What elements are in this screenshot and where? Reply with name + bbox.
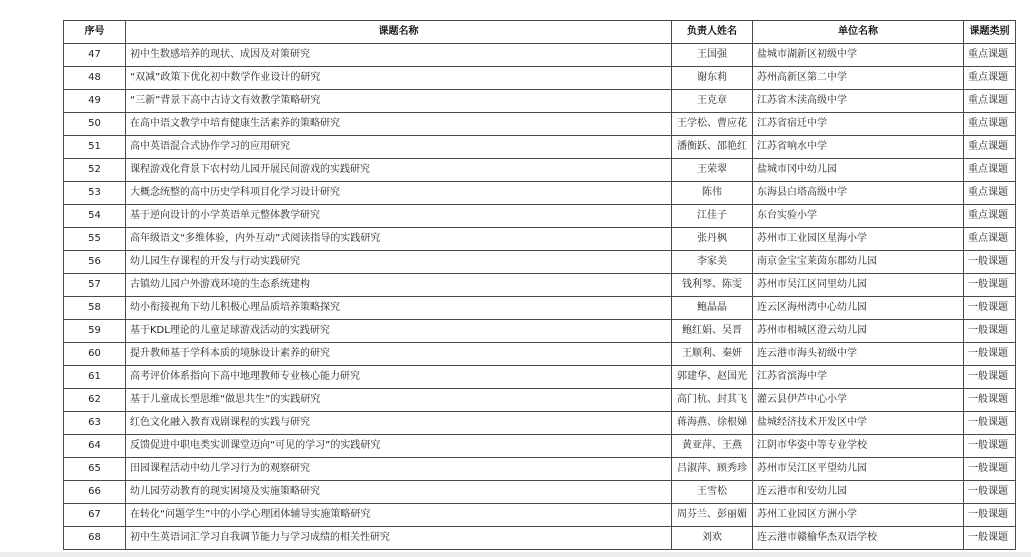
cell-person: 鲍红娟、吴晋: [672, 320, 753, 343]
table-row: [64, 274, 1016, 297]
table-row: [64, 251, 1016, 274]
cell-person: 钱利琴、陈雯: [672, 274, 753, 297]
cell-person: 王雪松: [672, 481, 753, 504]
cell-person: 王学松、曹应花: [672, 113, 753, 136]
cell-unit: 连云港市和安幼儿园: [753, 481, 964, 504]
cell-title: 幼小衔接视角下幼儿积极心理品质培养策略探究: [126, 297, 672, 320]
cell-title: 大概念统整的高中历史学科项目化学习设计研究: [126, 182, 672, 205]
table-row: [64, 527, 1016, 550]
cell-unit: 江苏省响水中学: [753, 136, 964, 159]
cell-category: 重点课题: [964, 228, 1016, 251]
table-header-row: [64, 21, 1016, 44]
cell-category: 重点课题: [964, 67, 1016, 90]
cell-no: 58: [64, 297, 126, 320]
table-row: [64, 366, 1016, 389]
cell-category: 一般课题: [964, 412, 1016, 435]
cell-category: 一般课题: [964, 366, 1016, 389]
cell-no: 47: [64, 44, 126, 67]
cell-category: 一般课题: [964, 297, 1016, 320]
cell-title: 幼儿园生存课程的开发与行动实践研究: [126, 251, 672, 274]
cell-title: 幼儿园劳动教育的现实困境及实施策略研究: [126, 481, 672, 504]
cell-no: 65: [64, 458, 126, 481]
cell-title: 高年级语文“多维体验，内外互动”式阅读指导的实践研究: [126, 228, 672, 251]
table-row: [64, 320, 1016, 343]
table-row: [64, 297, 1016, 320]
cell-unit: 东台实验小学: [753, 205, 964, 228]
cell-no: 64: [64, 435, 126, 458]
cell-person: 刘欢: [672, 527, 753, 550]
cell-person: 郭建华、赵国光: [672, 366, 753, 389]
table-row: [64, 389, 1016, 412]
cell-category: 重点课题: [964, 90, 1016, 113]
cell-person: 王克章: [672, 90, 753, 113]
cell-title: 提升教师基于学科本质的境脉设计素养的研究: [126, 343, 672, 366]
cell-person: 蒋海燕、徐根娣: [672, 412, 753, 435]
header-title: 课题名称: [126, 21, 672, 44]
table-row: [64, 205, 1016, 228]
cell-title: 初中生英语词汇学习自我调节能力与学习成绩的相关性研究: [126, 527, 672, 550]
cell-person: 王国强: [672, 44, 753, 67]
table-body: [64, 44, 1016, 550]
cell-category: 一般课题: [964, 320, 1016, 343]
cell-category: 重点课题: [964, 136, 1016, 159]
cell-unit: 江阴市华姿中等专业学校: [753, 435, 964, 458]
cell-person: 李家美: [672, 251, 753, 274]
cell-category: 一般课题: [964, 274, 1016, 297]
project-table: [63, 20, 1016, 550]
header-unit: 单位名称: [753, 21, 964, 44]
cell-category: 一般课题: [964, 389, 1016, 412]
cell-unit: 连云区海州湾中心幼儿园: [753, 297, 964, 320]
cell-unit: 东海县白塔高级中学: [753, 182, 964, 205]
cell-no: 62: [64, 389, 126, 412]
cell-category: 一般课题: [964, 527, 1016, 550]
header-person: 负责人姓名: [672, 21, 753, 44]
cell-title: 在转化“问题学生”中的小学心理团体辅导实施策略研究: [126, 504, 672, 527]
cell-title: “双减”政策下优化初中数学作业设计的研究: [126, 67, 672, 90]
cell-unit: 苏州市吴江区平望幼儿园: [753, 458, 964, 481]
cell-person: 王顺利、秦妍: [672, 343, 753, 366]
cell-category: 一般课题: [964, 435, 1016, 458]
cell-unit: 连云港市海头初级中学: [753, 343, 964, 366]
cell-title: 基于KDL理论的儿童足球游戏活动的实践研究: [126, 320, 672, 343]
cell-title: 在高中语文教学中培育健康生活素养的策略研究: [126, 113, 672, 136]
cell-person: 王荣翠: [672, 159, 753, 182]
cell-unit: 苏州高新区第二中学: [753, 67, 964, 90]
cell-category: 一般课题: [964, 251, 1016, 274]
cell-title: 初中生数感培养的现状、成因及对策研究: [126, 44, 672, 67]
cell-category: 一般课题: [964, 343, 1016, 366]
cell-unit: 灌云县伊芦中心小学: [753, 389, 964, 412]
cell-unit: 南京金宝宝莱茵东郡幼儿园: [753, 251, 964, 274]
cell-no: 60: [64, 343, 126, 366]
cell-unit: 江苏省滨海中学: [753, 366, 964, 389]
cell-no: 66: [64, 481, 126, 504]
cell-unit: 江苏省木渎高级中学: [753, 90, 964, 113]
cell-unit: 苏州市工业园区星海小学: [753, 228, 964, 251]
cell-unit: 盐城经济技术开发区中学: [753, 412, 964, 435]
cell-title: 红色文化融入教育戏剧课程的实践与研究: [126, 412, 672, 435]
cell-title: 基于逆向设计的小学英语单元整体教学研究: [126, 205, 672, 228]
cell-person: 江佳子: [672, 205, 753, 228]
cell-category: 重点课题: [964, 159, 1016, 182]
cell-no: 52: [64, 159, 126, 182]
cell-unit: 盐城市冈中幼儿园: [753, 159, 964, 182]
table-row: [64, 458, 1016, 481]
cell-title: 高中英语混合式协作学习的应用研究: [126, 136, 672, 159]
cell-title: 反馈促进中职电类实训课堂迈向“可见的学习”的实践研究: [126, 435, 672, 458]
cell-no: 48: [64, 67, 126, 90]
cell-unit: 盐城市湖新区初级中学: [753, 44, 964, 67]
table-row: [64, 67, 1016, 90]
table-row: [64, 44, 1016, 67]
table-row: [64, 90, 1016, 113]
cell-title: 基于儿童成长型思维“做思共生”的实践研究: [126, 389, 672, 412]
cell-category: 一般课题: [964, 504, 1016, 527]
table-row: [64, 435, 1016, 458]
cell-no: 61: [64, 366, 126, 389]
cell-person: 周芬兰、彭丽媚: [672, 504, 753, 527]
cell-person: 陈伟: [672, 182, 753, 205]
cell-no: 57: [64, 274, 126, 297]
cell-category: 一般课题: [964, 458, 1016, 481]
table-row: [64, 113, 1016, 136]
table-row: [64, 136, 1016, 159]
cell-unit: 苏州工业园区方洲小学: [753, 504, 964, 527]
table-row: [64, 182, 1016, 205]
cell-no: 67: [64, 504, 126, 527]
cell-no: 55: [64, 228, 126, 251]
cell-category: 一般课题: [964, 481, 1016, 504]
cell-person: 黄亚萍、王燕: [672, 435, 753, 458]
cell-person: 吕淑萍、顾秀珍: [672, 458, 753, 481]
table-row: [64, 228, 1016, 251]
cell-person: 谢东莉: [672, 67, 753, 90]
cell-person: 张丹枫: [672, 228, 753, 251]
cell-unit: 苏州市吴江区同里幼儿园: [753, 274, 964, 297]
cell-title: 高考评价体系指向下高中地理教师专业核心能力研究: [126, 366, 672, 389]
cell-unit: 连云港市赣榆华杰双语学校: [753, 527, 964, 550]
cell-no: 50: [64, 113, 126, 136]
cell-no: 63: [64, 412, 126, 435]
cell-unit: 苏州市相城区澄云幼儿园: [753, 320, 964, 343]
table-row: [64, 481, 1016, 504]
cell-category: 重点课题: [964, 182, 1016, 205]
cell-no: 54: [64, 205, 126, 228]
cell-person: 鲍晶晶: [672, 297, 753, 320]
cell-no: 53: [64, 182, 126, 205]
cell-person: 潘衡跃、邵艳红: [672, 136, 753, 159]
cell-category: 重点课题: [964, 205, 1016, 228]
cell-no: 51: [64, 136, 126, 159]
table-row: [64, 412, 1016, 435]
header-category: 课题类别: [964, 21, 1016, 44]
cell-no: 56: [64, 251, 126, 274]
cell-unit: 江苏省宿迁中学: [753, 113, 964, 136]
cell-no: 59: [64, 320, 126, 343]
table-row: [64, 504, 1016, 527]
cell-title: “三新”背景下高中古诗文有效教学策略研究: [126, 90, 672, 113]
cell-no: 68: [64, 527, 126, 550]
cell-title: 田园课程活动中幼儿学习行为的观察研究: [126, 458, 672, 481]
cell-title: 古镇幼儿园户外游戏环境的生态系统建构: [126, 274, 672, 297]
table-row: [64, 343, 1016, 366]
cell-category: 重点课题: [964, 44, 1016, 67]
cell-title: 课程游戏化背景下农村幼儿园开展民间游戏的实践研究: [126, 159, 672, 182]
cell-category: 重点课题: [964, 113, 1016, 136]
header-no: 序号: [64, 21, 126, 44]
cell-no: 49: [64, 90, 126, 113]
bottom-scroll-area: [0, 552, 1031, 557]
cell-person: 高门杭、封其飞: [672, 389, 753, 412]
table-row: [64, 159, 1016, 182]
